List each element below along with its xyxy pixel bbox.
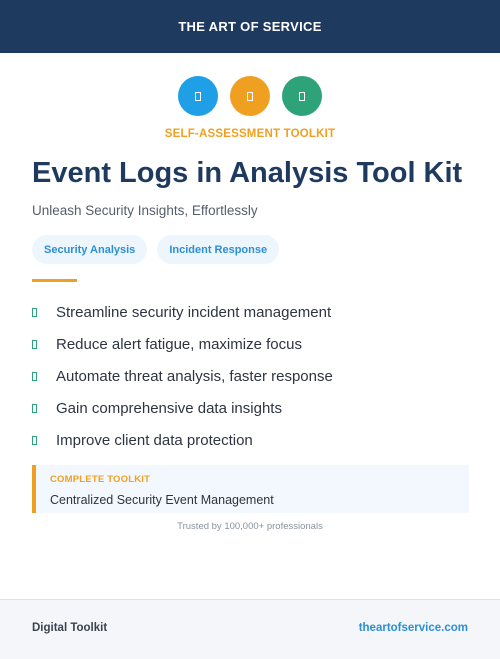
feature-item [32, 424, 472, 456]
website-link[interactable]: theartofservice.com [358, 622, 468, 634]
feature-text: Improve client data protection [56, 431, 253, 449]
check-icon [32, 404, 37, 413]
tag-incident-response: Incident Response [157, 235, 279, 264]
feature-item [32, 360, 472, 392]
check-icon [32, 308, 37, 317]
eyebrow-label: SELF-ASSESSMENT TOOLKIT [164, 128, 336, 140]
icon-row [0, 76, 500, 116]
feature-item [32, 328, 472, 360]
header-bar [0, 0, 500, 53]
feature-text: Streamline security incident management [56, 303, 332, 321]
callout-label: COMPLETE TOOLKIT [50, 474, 151, 485]
feature-item [32, 296, 472, 328]
check-icon [32, 372, 37, 381]
check-icon [32, 340, 37, 349]
document-icon [178, 76, 218, 116]
document-icon [230, 76, 270, 116]
feature-text: Gain comprehensive data insights [56, 399, 282, 417]
feature-list [32, 296, 472, 456]
toolkit-callout [32, 465, 469, 513]
page-title: Event Logs in Analysis Tool Kit [32, 157, 463, 189]
trust-note: Trusted by 100,000+ professionals [177, 521, 323, 532]
footer-bar [0, 599, 500, 659]
accent-divider [32, 279, 77, 282]
document-icon [282, 76, 322, 116]
tag-list [32, 235, 279, 264]
footer-label: Digital Toolkit [32, 622, 108, 634]
brand-name: THE ART OF SERVICE [178, 19, 322, 34]
page-subtitle: Unleash Security Insights, Effortlessly [32, 203, 258, 218]
check-icon [32, 436, 37, 445]
feature-item [32, 392, 472, 424]
tag-security-analysis: Security Analysis [32, 235, 147, 264]
feature-text: Reduce alert fatigue, maximize focus [56, 335, 302, 353]
callout-text: Centralized Security Event Management [50, 493, 274, 507]
feature-text: Automate threat analysis, faster response [56, 367, 333, 385]
